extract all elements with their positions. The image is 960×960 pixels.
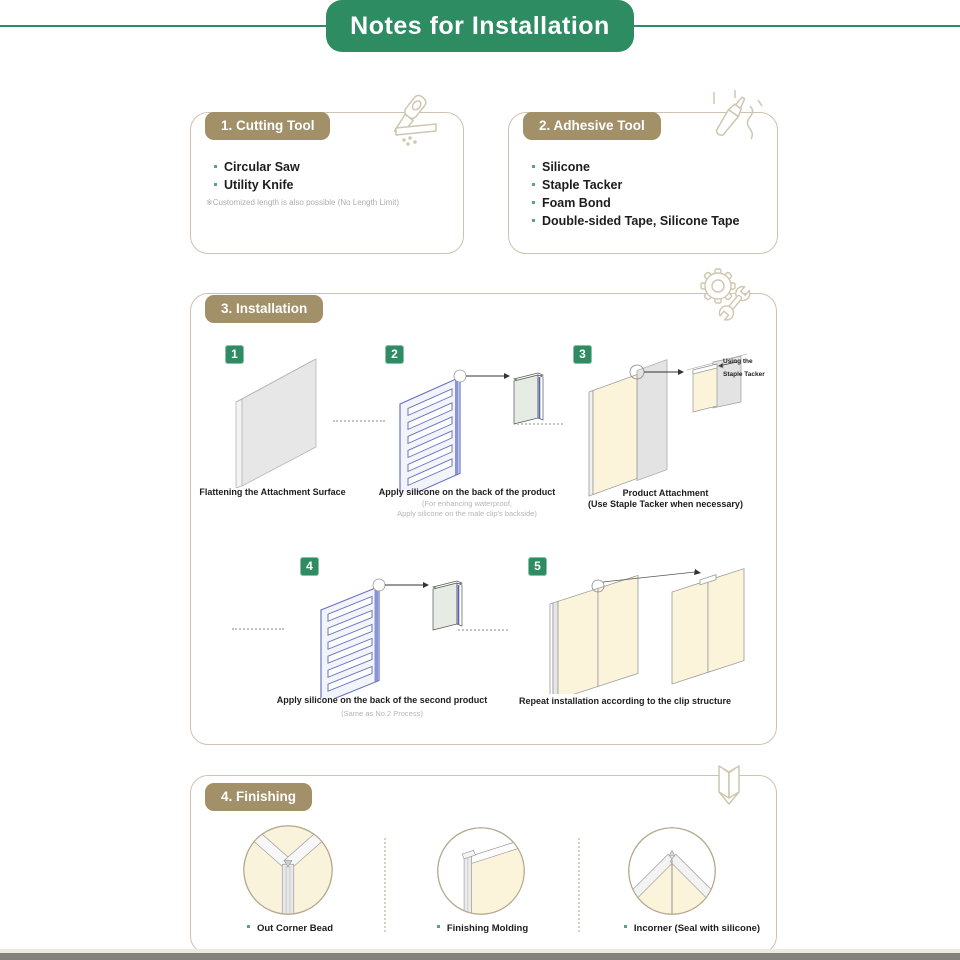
bottom-bar (0, 953, 960, 960)
bullet-icon (532, 165, 535, 168)
step-badge: 1 (225, 345, 244, 364)
out-corner-bead-diagram (240, 822, 336, 918)
step2-subcaption: (For enhancing waterproof, (421, 499, 513, 508)
dotted-separator (384, 838, 386, 932)
step2-diagram (380, 350, 548, 492)
glue-tube-icon (698, 86, 766, 150)
bullet-icon (532, 183, 535, 186)
finishing-molding-diagram (434, 824, 528, 918)
step1-caption: Flattening the Attachment Surface (199, 487, 346, 497)
step5-caption: Repeat installation according to the clip structure (518, 696, 732, 706)
bullet-icon (437, 925, 440, 928)
installation-label: 3. Installation (205, 295, 323, 323)
step1-diagram (228, 348, 338, 488)
bullet-icon (624, 925, 627, 928)
bullet-icon (532, 201, 535, 204)
finishing-item: Out Corner Bead (200, 923, 380, 934)
finishing-item: Finishing Molding (400, 923, 565, 934)
adhesive-item: Foam Bond (532, 196, 611, 210)
step-badge: 3 (573, 345, 592, 364)
step3-diagram (575, 342, 747, 497)
bullet-icon (247, 925, 250, 928)
cutting-item: Circular Saw (214, 160, 300, 174)
dotted-separator (333, 420, 385, 422)
step3-annotation: Using the Staple Tacker (723, 358, 765, 378)
adhesive-item: Double-sided Tape, Silicone Tape (532, 214, 740, 228)
corner-trim-icon (703, 760, 755, 816)
saw-icon (382, 92, 444, 150)
bullet-icon (532, 219, 535, 222)
dotted-separator (517, 423, 563, 425)
bullet-icon (214, 183, 217, 186)
cutting-item: Utility Knife (214, 178, 293, 192)
step4-diagram (303, 560, 471, 698)
step3-caption: Product Attachment (622, 488, 709, 498)
bullet-icon (214, 165, 217, 168)
step4-caption: Apply silicone on the back of the second product (276, 695, 488, 705)
dotted-separator (578, 838, 580, 932)
step-badge: 4 (300, 557, 319, 576)
step3-caption2: (Use Staple Tacker when necessary) (588, 499, 743, 509)
step2-caption: Apply silicone on the back of the product (378, 487, 556, 497)
step5-diagram (540, 556, 748, 694)
page-title: Notes for Installation (326, 0, 634, 52)
step-badge: 2 (385, 345, 404, 364)
adhesive-item: Staple Tacker (532, 178, 622, 192)
cutting-note: ※Customized length is also possible (No Length Limit) (206, 198, 400, 207)
dotted-separator (232, 628, 284, 630)
adhesive-item: Silicone (532, 160, 590, 174)
incorner-diagram (625, 824, 719, 918)
step4-subcaption: (Same as No.2 Process) (341, 709, 423, 718)
gear-wrench-icon (694, 264, 758, 328)
adhesive-tool-label: 2. Adhesive Tool (523, 112, 661, 140)
step-badge: 5 (528, 557, 547, 576)
cutting-tool-label: 1. Cutting Tool (205, 112, 330, 140)
finishing-label: 4. Finishing (205, 783, 312, 811)
step2-subcaption: Apply silicone on the male clip's backside) (397, 509, 537, 518)
finishing-item: Incorner (Seal with silicone) (592, 923, 792, 934)
